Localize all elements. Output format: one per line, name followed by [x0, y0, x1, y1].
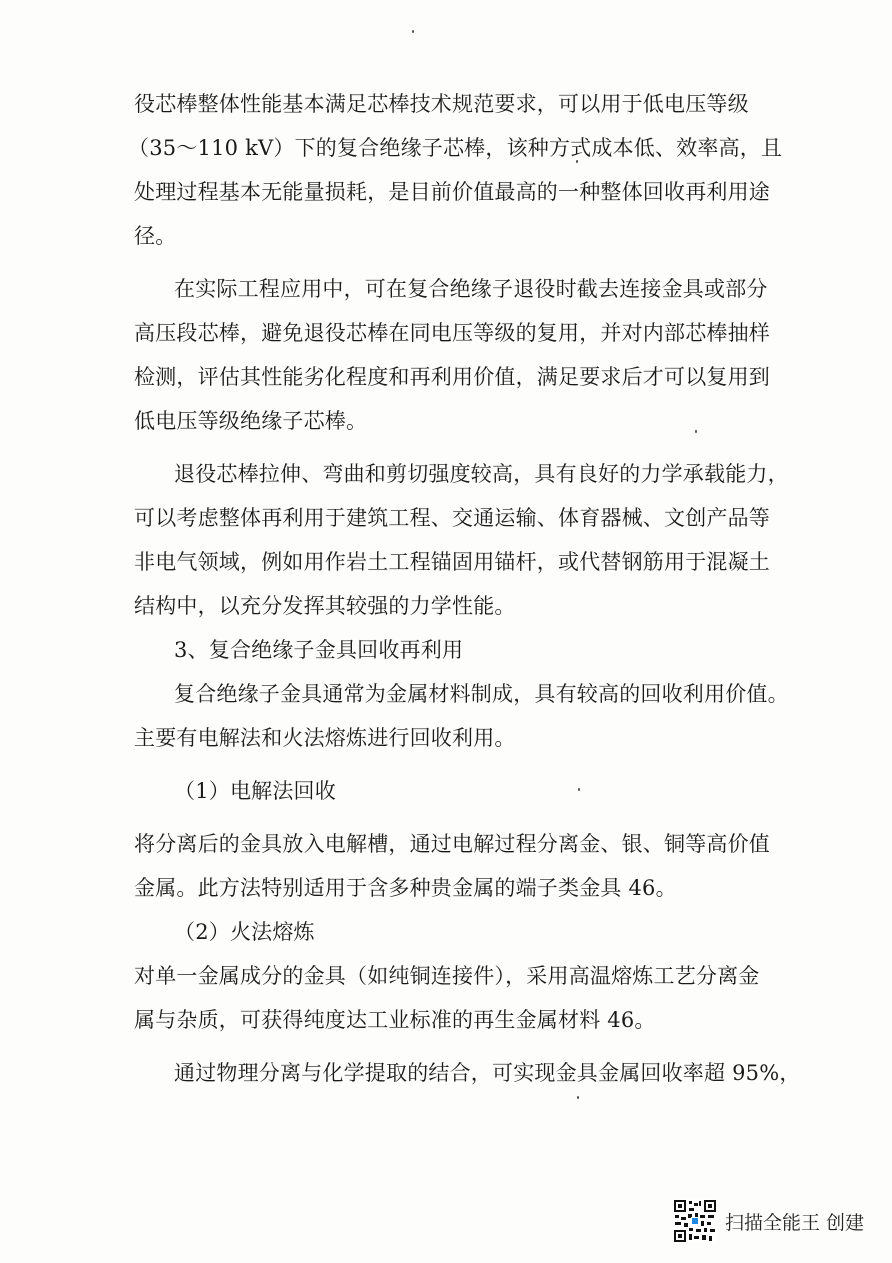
text-line: 结构中，以充分发挥其较强的力学性能。 [134, 594, 516, 618]
text-line: 处理过程基本无能量损耗，是目前价值最高的一种整体回收再利用途 [134, 180, 770, 204]
text-line: 主要有电解法和火法熔炼进行回收利用。 [134, 726, 516, 750]
text-line: 复合绝缘子金具通常为金属材料制成，具有较高的回收利用价值。 [174, 682, 789, 706]
watermark-label: 扫描全能王 创建 [724, 1211, 864, 1234]
text-line: 非电气领域，例如用作岩土工程锚固用锚杆，或代替钢筋用于混凝土 [134, 550, 770, 574]
scan-speck [412, 30, 414, 33]
text-line: 径。 [134, 224, 177, 248]
text-line: 将分离后的金具放入电解槽，通过电解过程分离金、银、铜等高价值 [134, 832, 770, 856]
subsection-heading: （1）电解法回收 [174, 779, 336, 803]
text-line: 可以考虑整体再利用于建筑工程、交通运输、体育器械、文创产品等 [134, 506, 770, 530]
text-line: 通过物理分离与化学提取的结合，可实现金具金属回收率超 95%， [174, 1061, 801, 1085]
text-line: 对单一金属成分的金具（如纯铜连接件），采用高温熔炼工艺分离金 [134, 964, 760, 988]
text-line: 属与杂质，可获得纯度达工业标准的再生金属材料 46。 [134, 1008, 656, 1032]
text-line: 高压段芯棒，避免退役芯棒在同电压等级的复用，并对内部芯棒抽样 [134, 321, 770, 345]
text-line: 低电压等级绝缘子芯棒。 [134, 409, 368, 433]
subsection-heading: （2）火法熔炼 [174, 920, 315, 944]
text-line: （35～110 kV）下的复合绝缘子芯棒，该种方式成本低、效率高，且 [128, 136, 783, 160]
document-body [128, 82, 801, 1095]
text-line: 役芯棒整体性能基本满足芯棒技术规范要求，可以用于低电压等级 [134, 92, 749, 116]
scanner-watermark [673, 1199, 864, 1243]
section-heading: 3、复合绝缘子金具回收再利用 [174, 638, 464, 662]
text-line: 金属。此方法特别适用于含多种贵金属的端子类金具 46。 [134, 876, 677, 900]
scan-speck [577, 1096, 579, 1099]
qr-code-icon [673, 1199, 717, 1243]
text-line: 在实际工程应用中，可在复合绝缘子退役时截去连接金具或部分 [174, 277, 768, 301]
text-line: 检测，评估其性能劣化程度和再利用价值，满足要求后才可以复用到 [134, 365, 770, 389]
text-line: 退役芯棒拉伸、弯曲和剪切强度较高，具有良好的力学承载能力， [174, 462, 789, 486]
